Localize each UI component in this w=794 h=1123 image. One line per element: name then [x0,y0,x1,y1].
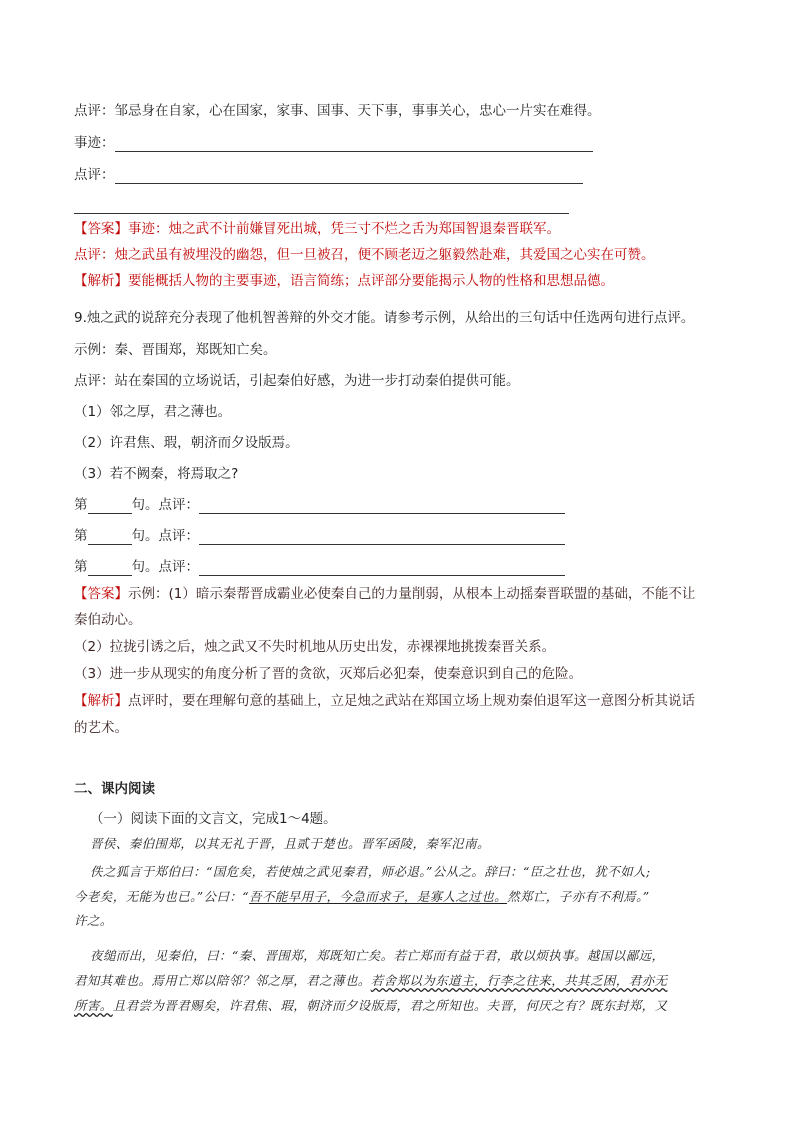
p2-text-after: 然郑亡，子亦有不利焉。” [507,889,650,904]
answer-1-text-a: 示例：(1）暗示秦帮晋成霸业必使秦自己的力量削弱，从根本上动摇秦晋联盟的基础，不能不让 [128,586,696,602]
q8-answer-deeds [74,220,560,238]
comment-label: 点评： [74,167,115,183]
comment-blank-1[interactable] [115,168,583,184]
section-heading: 二、课内阅读 [74,781,155,797]
classical-paragraph-3-line-2 [74,972,667,989]
p3-wavy-underlined-end: 所害。 [74,998,113,1013]
q9-option-3: （3）若不阙秦，将焉取之? [74,466,239,482]
classical-paragraph-2-line-1: 佚之狐言于郑伯曰：“国危矣，若使烛之武见秦君，师必退。”公从之。辞曰：“臣之壮也，犹不如人; [90,864,651,879]
sentence-number-blank-2[interactable] [88,529,132,545]
comment-blank-row-1[interactable] [199,498,565,514]
sentence-number-blank-3[interactable] [88,560,132,576]
q9-answer-1 [74,585,695,603]
q9-option-2: （2）许君焦、瑕，朝济而夕设版焉。 [74,435,299,451]
comment-blank-2[interactable] [74,198,569,214]
q9-option-1: （1）邻之厚，君之薄也。 [74,404,232,420]
q8-analysis [74,272,614,290]
fill-suffix: 句。点评： [131,497,199,513]
q9-example: 示例：秦、晋围郑，郑既知亡矣。 [74,342,277,358]
classical-paragraph-3-line-3 [74,997,667,1014]
q8-comment-fill[interactable] [74,166,583,184]
p3-wavy-underlined-sentence: 若舍郑以为东道主，行李之往来，共其乏困，君亦无 [370,973,668,988]
q9-fill-row-1[interactable] [74,496,565,514]
fill-suffix: 句。点评： [131,528,199,544]
classical-paragraph-3-line-1: 夜缒而出，见秦伯，曰：“秦、晋围郑，郑既知亡矣。若亡郑而有益于君，敢以烦执事。越国以鄙远， [90,948,665,963]
deeds-label: 事迹： [74,135,115,151]
fill-prefix: 第 [74,559,88,575]
q9-answer-1-cont: 秦伯动心。 [74,612,142,628]
answer-tag: 【答案】 [74,221,128,237]
analysis-tag: 【解析】 [74,693,128,709]
analysis-text: 要能概括人物的主要事迹，语言简练；点评部分要能揭示人物的性格和思想品德。 [128,273,614,289]
q9-question: 9.烛之武的说辞充分表现了他机智善辩的外交才能。请参考示例，从给出的三句话中任选两句进行点评。 [74,310,695,326]
sentence-number-blank-1[interactable] [88,498,132,514]
q8-comment-fill-2[interactable] [74,196,569,214]
section-subheading: （一）阅读下面的文言文，完成1～4题。 [90,811,337,827]
classical-paragraph-2-line-3: 许之。 [74,913,113,928]
q9-analysis-cont: 的艺术。 [74,720,128,736]
fill-suffix: 句。点评： [131,559,199,575]
deeds-blank[interactable] [115,136,593,152]
p3-text-before: 君知其难也。焉用亡郑以陪邻？邻之厚，君之薄也。 [74,973,371,988]
classical-paragraph-2-line-2 [74,888,650,905]
q8-comment-line: 点评：邹忌身在自家，心在国家，家事、国事、天下事，事事关心，忠心一片实在难得。 [74,103,601,119]
p2-text-before: 今老矣，无能为也已。”公曰：“ [74,889,250,904]
answer-tag: 【答案】 [74,586,128,602]
q9-fill-row-2[interactable] [74,527,565,545]
p3-text-after: 且君尝为晋君赐矣，许君焦、瑕，朝济而夕设版焉，君之所知也。夫晋，何厌之有？既东封郑，又 [112,998,668,1013]
q8-answer-comment: 点评：烛之武虽有被埋没的幽怨，但一旦被召，便不顾老迈之躯毅然赴难，其爱国之心实在可赞。 [74,247,655,263]
p2-underlined-sentence: 吾不能早用子，今急而求子，是寡人之过也。 [249,889,508,904]
analysis-tag: 【解析】 [74,273,128,289]
answer-deeds-text: 事迹：烛之武不计前嫌冒死出城，凭三寸不烂之舌为郑国智退秦晋联军。 [128,221,560,237]
fill-prefix: 第 [74,528,88,544]
comment-blank-row-3[interactable] [199,560,565,576]
q9-fill-row-3[interactable] [74,558,565,576]
q9-answer-3: （3）进一步从现实的角度分析了晋的贪欲，灭郑后必犯秦，使秦意识到自己的危险。 [74,666,583,682]
classical-paragraph-1: 晋侯、秦伯围郑，以其无礼于晋，且贰于楚也。晋军函陵，秦军氾南。 [90,836,490,851]
q8-deeds-fill[interactable] [74,134,593,152]
q9-answer-2: （2）拉拢引诱之后，烛之武又不失时机地从历史出发，赤裸裸地挑拨秦晋关系。 [74,639,556,655]
q9-example-comment: 点评：站在秦国的立场说话，引起秦伯好感，为进一步打动秦伯提供可能。 [74,373,520,389]
comment-blank-row-2[interactable] [199,529,565,545]
analysis-text-a: 点评时，要在理解句意的基础上，立足烛之武站在郑国立场上规劝秦伯退军这一意图分析其说话 [128,693,695,709]
fill-prefix: 第 [74,497,88,513]
q9-analysis [74,692,695,710]
